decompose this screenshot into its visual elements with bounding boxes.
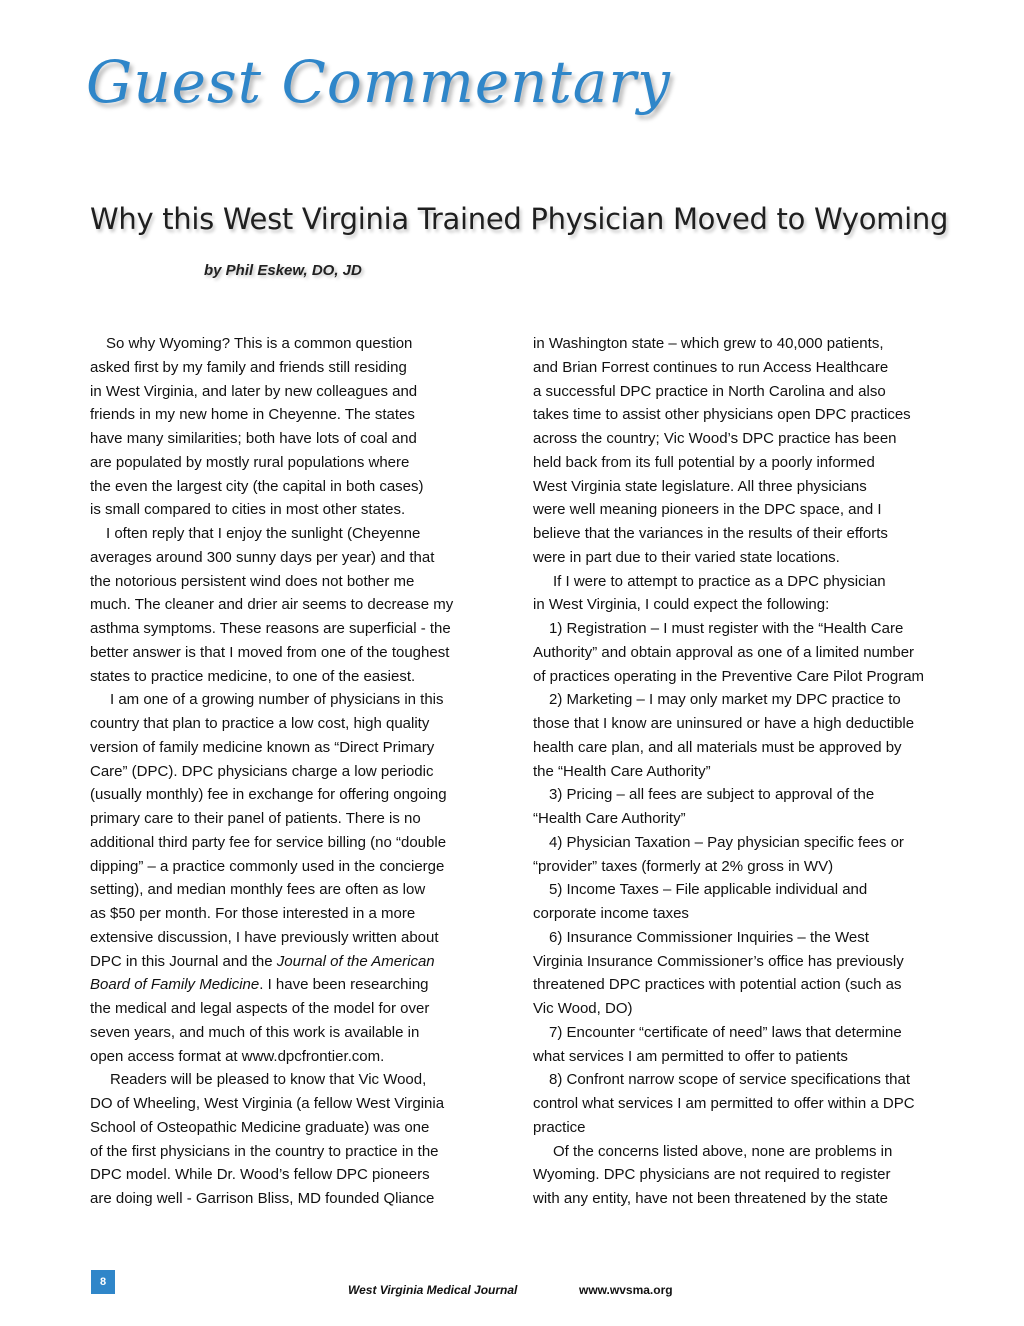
line-text: DO of Wheeling, West Virginia (a fellow West Virginia (90, 1095, 445, 1112)
line-text: the even the largest city (the capital in both cases) (90, 477, 424, 495)
text-line (533, 878, 943, 902)
text-line (90, 1163, 490, 1187)
text-line (533, 926, 943, 950)
line-text: West Virginia state legislature. All three physicians (533, 477, 867, 495)
text-line (533, 1021, 943, 1045)
text-line (533, 498, 943, 522)
line-text: averages around 300 sunny days per year) and that (90, 548, 435, 566)
text-line (533, 1068, 943, 1092)
line-text: So why Wyoming? This is a common question (106, 335, 413, 352)
text-line (533, 427, 943, 451)
line-text: (usually monthly) fee in exchange for offering ongoing (90, 786, 447, 804)
text-line (90, 1140, 490, 1164)
line-text: a successful DPC practice in North Carolina and also (533, 382, 886, 400)
text-line (90, 641, 490, 665)
text-line (533, 855, 943, 879)
text-line (533, 665, 943, 689)
line-text: “Health Care Authority” (533, 810, 686, 827)
line-text: were in part due to their varied state locations. (533, 548, 840, 566)
line-italic-text: Board of Family Medicine (90, 976, 260, 994)
text-line (90, 356, 490, 380)
text-line (90, 831, 490, 855)
line-text: much. The cleaner and drier air seems to decrease my (90, 596, 454, 614)
line-text: the medical and legal aspects of the model for over (90, 1000, 430, 1017)
text-line (533, 1140, 943, 1164)
text-line (533, 1045, 943, 1069)
text-line (90, 665, 490, 689)
line-text: version of family medicine known as “Direct Primary (90, 738, 435, 756)
text-line (90, 403, 490, 427)
line-text: in Washington state – which grew to 40,000 patients, (533, 335, 884, 352)
text-line (90, 807, 490, 831)
text-line (90, 1092, 490, 1116)
line-text: DPC in this Journal and the (90, 952, 277, 970)
text-line (90, 736, 490, 760)
line-text: control what services I am permitted to offer within a DPC (533, 1095, 915, 1112)
text-line (90, 475, 490, 499)
text-line (533, 973, 943, 997)
line-text: extensive discussion, I have previously written about (90, 928, 439, 946)
line-text: DPC model. While Dr. Wood’s fellow DPC pioneers (90, 1166, 430, 1184)
line-text: Virginia Insurance Commissioner’s office has previously (533, 952, 904, 970)
text-line (90, 380, 490, 404)
line-text: 2) Marketing – I may only market my DPC practice to (549, 691, 901, 709)
line-text: 6) Insurance Commissioner Inquiries – the West (549, 928, 869, 946)
text-line (90, 1116, 490, 1140)
text-line (533, 356, 943, 380)
text-line (533, 617, 943, 641)
text-line (533, 712, 943, 736)
line-text: friends in my new home in Cheyenne. The states (90, 406, 415, 424)
line-text: If I were to attempt to practice as a DPC physician (553, 572, 886, 590)
text-line (90, 1187, 490, 1211)
text-line (90, 1045, 490, 1069)
line-text: what services I am permitted to offer to patients (533, 1047, 848, 1065)
text-line (90, 451, 490, 475)
right-column (533, 332, 943, 1211)
line-text: “provider” taxes (formerly at 2% gross in WV) (533, 857, 834, 875)
line-text: with any entity, have not been threatened by the state (533, 1190, 888, 1207)
line-text: 8) Confront narrow scope of service specifications that (549, 1071, 911, 1089)
line-text: corporate income taxes (533, 905, 689, 922)
text-line (533, 332, 943, 356)
text-line (533, 451, 943, 475)
text-line (90, 712, 490, 736)
text-line (90, 427, 490, 451)
line-text: 5) Income Taxes – File applicable individual and (549, 881, 868, 899)
line-text: as $50 per month. For those interested in a more (90, 905, 416, 922)
line-text: health care plan, and all materials must be approved by (533, 738, 902, 756)
text-line (90, 855, 490, 879)
line-text: I am one of a growing number of physicians in this (110, 691, 444, 709)
text-line (533, 570, 943, 594)
text-line (533, 522, 943, 546)
line-text: 3) Pricing – all fees are subject to approval of the (549, 786, 875, 804)
text-line (533, 1116, 943, 1140)
line-text: Wyoming. DPC physicians are not required to register (533, 1166, 891, 1184)
line-text: threatened DPC practices with potential action (such as (533, 976, 902, 994)
line-text: setting), and median monthly fees are often as low (90, 881, 426, 899)
line-text: are doing well - Garrison Bliss, MD founded Qliance (90, 1190, 435, 1207)
line-italic-text: Journal of the American (276, 952, 435, 970)
line-text: Of the concerns listed above, none are problems in (553, 1142, 893, 1160)
section-title: Guest Commentary (86, 48, 671, 116)
line-text: in West Virginia, I could expect the following: (533, 596, 830, 614)
line-text: 7) Encounter “certificate of need” laws that determine (549, 1023, 902, 1041)
line-text: open access format at www.dpcfrontier.com. (90, 1047, 385, 1065)
page-number: 8 (91, 1270, 115, 1294)
text-line (533, 997, 943, 1021)
text-line (90, 498, 490, 522)
line-text: better answer is that I moved from one of the toughest (90, 643, 450, 661)
text-line (533, 403, 943, 427)
text-line (533, 546, 943, 570)
line-text: 1) Registration – I must register with the “Health Care (549, 620, 904, 637)
text-line (533, 760, 943, 784)
text-line (533, 950, 943, 974)
line-text: additional third party fee for service billing (no “double (90, 833, 447, 851)
line-text: primary care to their panel of patients. There is no (90, 810, 421, 827)
line-text: states to practice medicine, to one of the easiest. (90, 667, 416, 685)
line-text: takes time to assist other physicians open DPC practices (533, 406, 911, 424)
line-text: across the country; Vic Wood’s DPC practice has been (533, 430, 897, 447)
line-text: 4) Physician Taxation – Pay physician specific fees or (549, 833, 904, 851)
line-text: the notorious persistent wind does not bother me (90, 572, 415, 590)
line-text: I often reply that I enjoy the sunlight (Cheyenne (106, 525, 421, 542)
line-text: . I have been researching (259, 976, 429, 994)
article-byline: by Phil Eskew, DO, JD (204, 262, 362, 279)
footer-journal-name: West Virginia Medical Journal (348, 1283, 518, 1297)
text-line (90, 688, 490, 712)
line-text: School of Osteopathic Medicine graduate) was one (90, 1118, 430, 1136)
text-line (90, 1021, 490, 1045)
footer-url[interactable]: www.wvsma.org (579, 1283, 673, 1297)
line-text: Authority” and obtain approval as one of a limited number (533, 643, 915, 661)
text-line (533, 593, 943, 617)
text-line (533, 688, 943, 712)
line-text: seven years, and much of this work is available in (90, 1023, 420, 1041)
text-line (533, 475, 943, 499)
text-line (533, 1163, 943, 1187)
line-text: is small compared to cities in most other states. (90, 501, 406, 519)
line-text: dipping” – a practice commonly used in the concierge (90, 857, 445, 875)
text-line (90, 570, 490, 594)
text-line (533, 380, 943, 404)
line-text: held back from its full potential by a poorly informed (533, 453, 875, 471)
text-line (533, 641, 943, 665)
text-line (90, 783, 490, 807)
text-line (90, 522, 490, 546)
text-line (533, 831, 943, 855)
text-line (90, 760, 490, 784)
line-text: were well meaning pioneers in the DPC space, and I (533, 501, 882, 519)
line-text: have many similarities; both have lots of coal and (90, 430, 417, 447)
line-text: in West Virginia, and later by new colleagues and (90, 382, 418, 400)
line-text: are populated by mostly rural populations where (90, 453, 410, 471)
line-text: of practices operating in the Preventive Care Pilot Program (533, 667, 925, 685)
text-line (533, 783, 943, 807)
line-text: asked first by my family and friends still residing (90, 358, 407, 376)
line-text: Care” (DPC). DPC physicians charge a low periodic (90, 762, 434, 780)
left-column (90, 332, 490, 1211)
line-text: country that plan to practice a low cost, high quality (90, 715, 430, 732)
line-text: of the first physicians in the country to practice in the (90, 1142, 439, 1160)
line-text: believe that the variances in the results of their efforts (533, 525, 888, 542)
line-text: and Brian Forrest continues to run Access Healthcare (533, 358, 889, 376)
line-text: those that I know are uninsured or have a high deductible (533, 715, 915, 732)
line-text: the “Health Care Authority” (533, 762, 711, 780)
text-line (90, 973, 490, 997)
text-line (533, 807, 943, 831)
line-text: practice (533, 1118, 586, 1136)
line-text: asthma symptoms. These reasons are superficial - the (90, 620, 451, 637)
text-line (90, 332, 490, 356)
text-line (90, 1068, 490, 1092)
text-line (533, 1187, 943, 1211)
text-line (533, 736, 943, 760)
text-line (90, 878, 490, 902)
text-line (90, 617, 490, 641)
text-line (90, 902, 490, 926)
line-text: Vic Wood, DO) (533, 1000, 633, 1017)
line-text: Readers will be pleased to know that Vic Wood, (110, 1071, 427, 1089)
text-line (90, 997, 490, 1021)
text-line (533, 902, 943, 926)
article-title: Why this West Virginia Trained Physician Moved to Wyoming (90, 202, 949, 236)
text-line (533, 1092, 943, 1116)
text-line (90, 593, 490, 617)
text-line (90, 546, 490, 570)
text-line (90, 926, 490, 950)
text-line (90, 950, 490, 974)
